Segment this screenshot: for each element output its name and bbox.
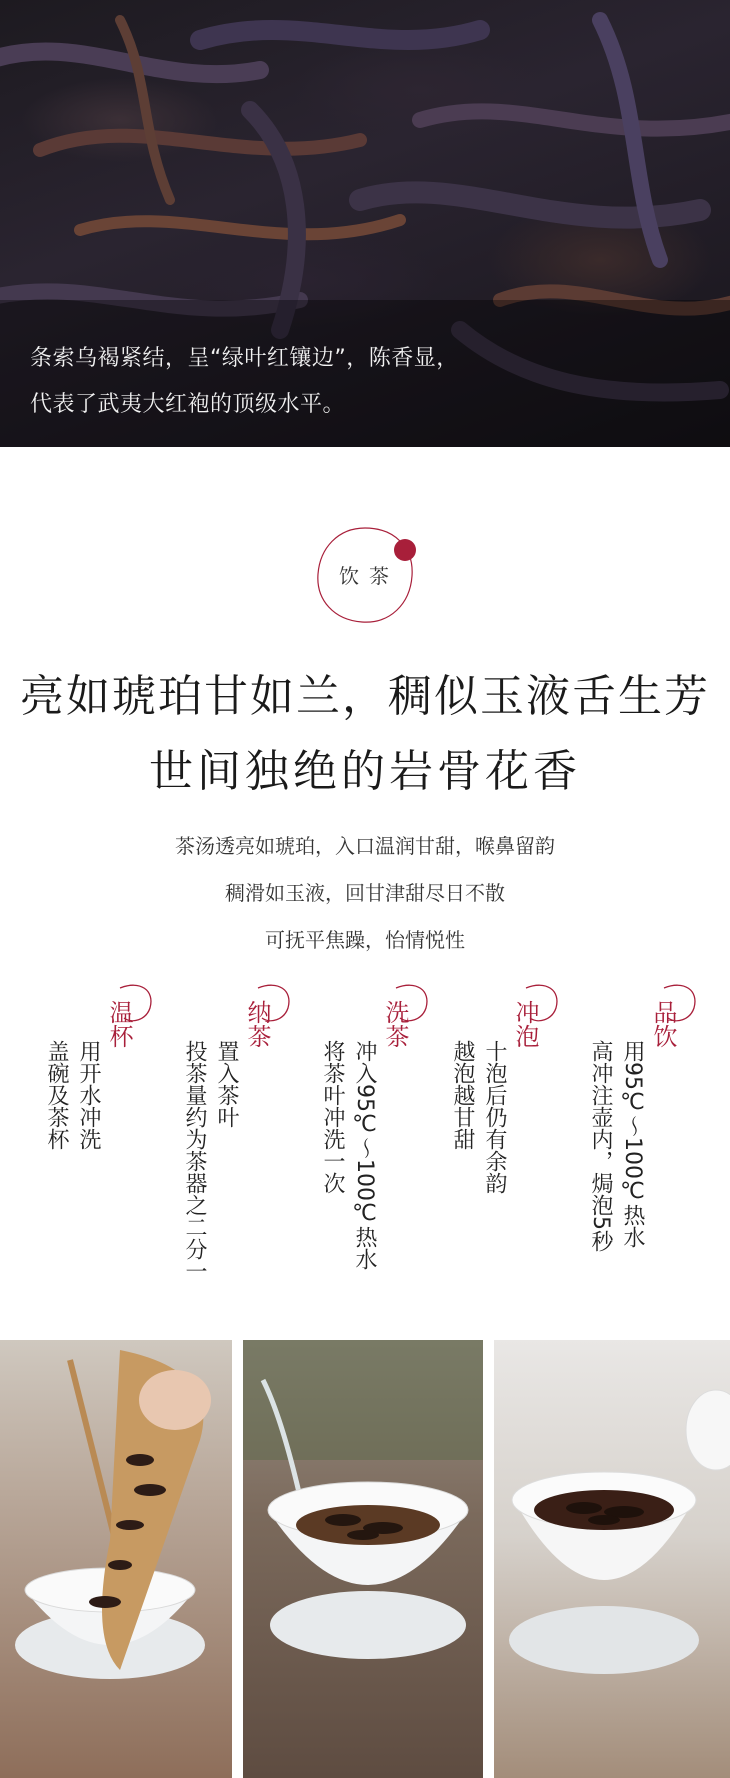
step-line-1: 用95℃～100℃热水 bbox=[620, 1040, 645, 1248]
step-title: 冲泡 bbox=[511, 1000, 539, 1048]
headline-line-2: 世间独绝的岩骨花香 bbox=[149, 746, 581, 797]
step-line-1: 十泡后仍有余韵 bbox=[482, 1040, 507, 1194]
step-line-1: 冲入95℃～100℃热水 bbox=[352, 1040, 377, 1270]
gaiwan-with-scoop-illustration bbox=[0, 1340, 232, 1778]
step-line-2: 投茶量约为茶器之二分一 bbox=[182, 1040, 207, 1282]
step-line-2: 盖碗及茶杯 bbox=[44, 1040, 69, 1150]
photo-adding-tea bbox=[0, 1340, 232, 1778]
hero-tea-leaves-image bbox=[0, 0, 730, 447]
step-line-2: 越泡越甘甜 bbox=[450, 1040, 475, 1150]
step-line-1: 置入茶叶 bbox=[214, 1040, 239, 1128]
hero-caption-line-1: 条索乌褐紧结，呈“绿叶红镶边”，陈香显， bbox=[30, 346, 459, 371]
step-brew bbox=[446, 980, 586, 1310]
hero-caption bbox=[30, 336, 459, 428]
description-line-1: 茶汤透亮如琥珀，入口温润甘甜，喉鼻留韵 bbox=[175, 834, 555, 858]
step-rinse-tea bbox=[316, 980, 456, 1310]
photo-pouring-water bbox=[243, 1340, 483, 1778]
seal-label: 饮茶 bbox=[339, 564, 399, 588]
headline-line-1: 亮如琥珀甘如兰，稠似玉液舌生芳 bbox=[20, 671, 710, 722]
description-line-2: 稠滑如玉液，回甘津甜尽日不散 bbox=[225, 881, 505, 905]
description-line-3: 可抚平焦躁，怡情悦性 bbox=[265, 928, 465, 952]
photo-brewed-tea bbox=[494, 1340, 730, 1778]
gaiwan-brewed-illustration bbox=[494, 1340, 730, 1778]
hero-caption-line-2: 代表了武夷大红袍的顶级水平。 bbox=[30, 392, 346, 417]
step-title: 纳茶 bbox=[243, 1000, 271, 1048]
step-title: 温杯 bbox=[105, 1000, 133, 1048]
step-add-tea bbox=[178, 980, 318, 1310]
step-line-2: 将茶叶冲洗一次 bbox=[320, 1040, 345, 1194]
step-line-1: 用开水冲洗 bbox=[76, 1040, 101, 1150]
step-taste bbox=[584, 980, 724, 1310]
step-line-2: 高冲注壶内，焗泡5秒 bbox=[588, 1040, 613, 1252]
gaiwan-pouring-illustration bbox=[243, 1340, 483, 1778]
step-title: 洗茶 bbox=[381, 1000, 409, 1048]
step-warm-cup bbox=[40, 980, 180, 1310]
step-title: 品饮 bbox=[649, 1000, 677, 1048]
